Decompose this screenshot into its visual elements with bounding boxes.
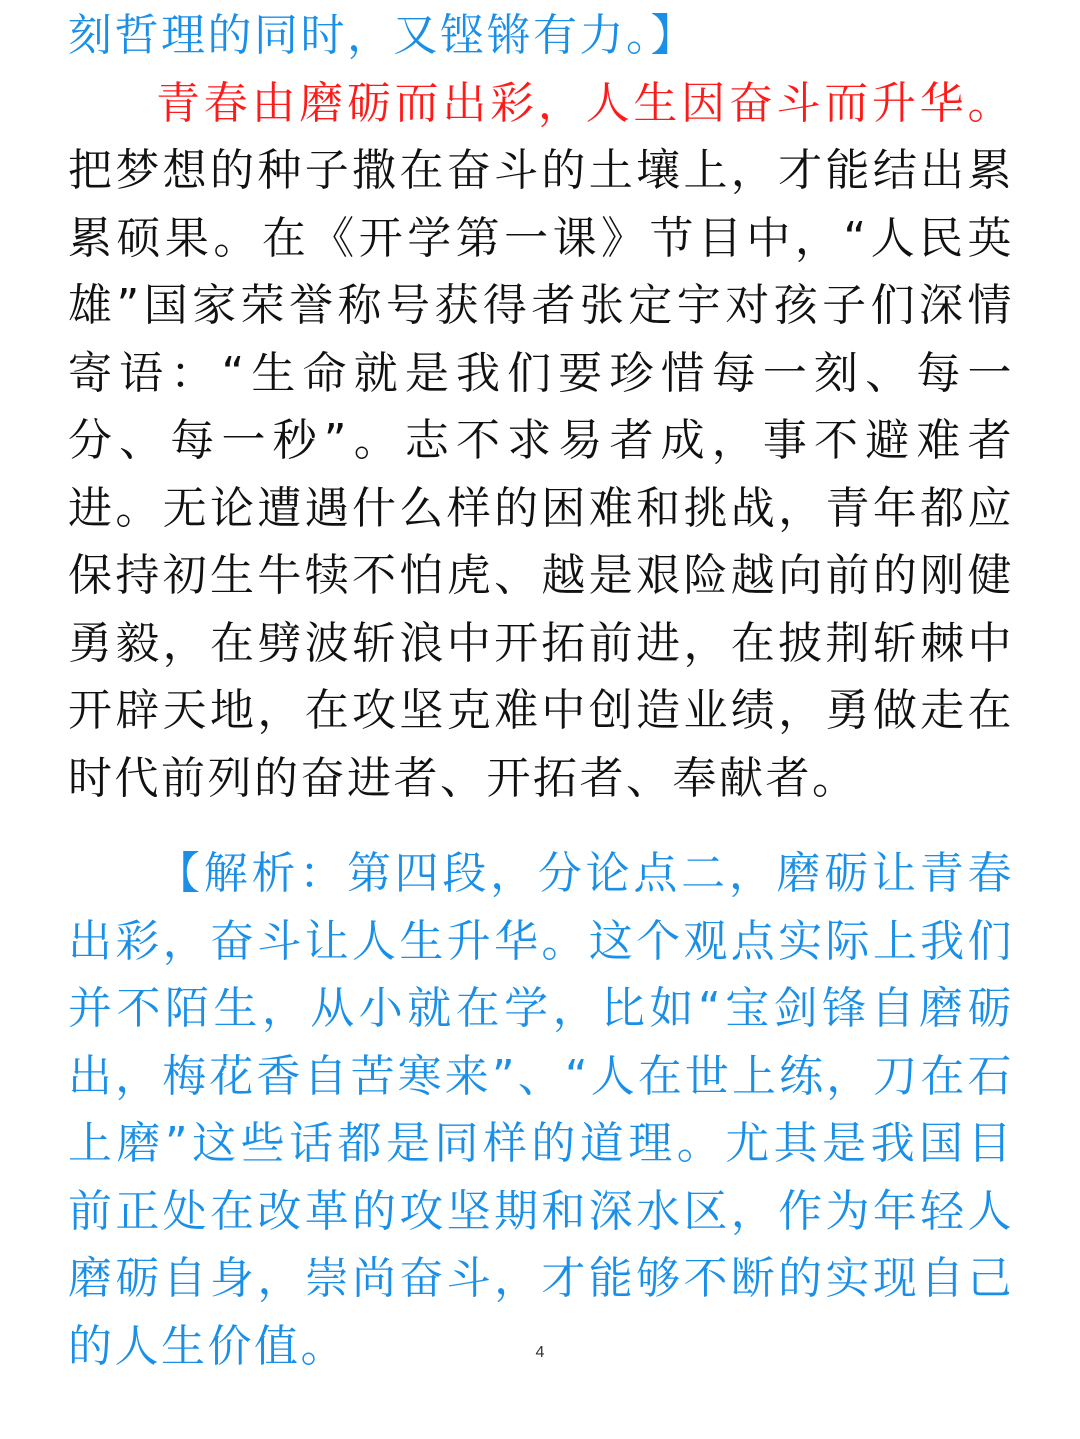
body-paragraph-text: 把梦想的种子撒在奋斗的土壤上，才能结出累累硕果。在《开学第一课》节目中，“人民英雄”国家荣誉称号获得者张定宇对孩子们深情寄语：“生命就是我们要珍惜每一刻、每一分、每一秒”。志不求易者成，事不避难者进。无论遭遇什么样的困难和挑战，青年都应保持初生牛犊不怕虎、越是艰险越向前的刚健勇毅，在劈波斩浪中开拓前进，在披荆斩棘中开辟天地，在攻坚克难中创造业绩，勇做走在时代前列的奋进者、开拓者、奉献者。 bbox=[68, 145, 1014, 804]
thesis-highlight: 青春由磨砺而出彩，人生因奋斗而升华。 bbox=[156, 77, 1014, 129]
analysis-paragraph-text: 【解析：第四段，分论点二，磨砺让青春出彩，奋斗让人生升华。这个观点实际上我们并不陌生，从小就在学，比如“宝剑锋自磨砺出，梅花香自苦寒来”、“人在世上练，刀在石上磨”这些话都是同样的道理。尤其是我国目前正处在改革的攻坚期和深水区，作为年轻人磨砺自身，崇尚奋斗，才能够不断的实现自己的人生价值。 bbox=[68, 848, 1014, 1372]
analysis-continuation bbox=[68, 2, 1014, 70]
body-paragraph bbox=[68, 70, 1014, 813]
analysis-continuation-text: 刻哲理的同时，又铿锵有力。】 bbox=[68, 10, 697, 61]
page-number: 4 bbox=[535, 1344, 545, 1361]
document-page bbox=[68, 0, 1014, 1380]
analysis-paragraph bbox=[68, 840, 1014, 1380]
